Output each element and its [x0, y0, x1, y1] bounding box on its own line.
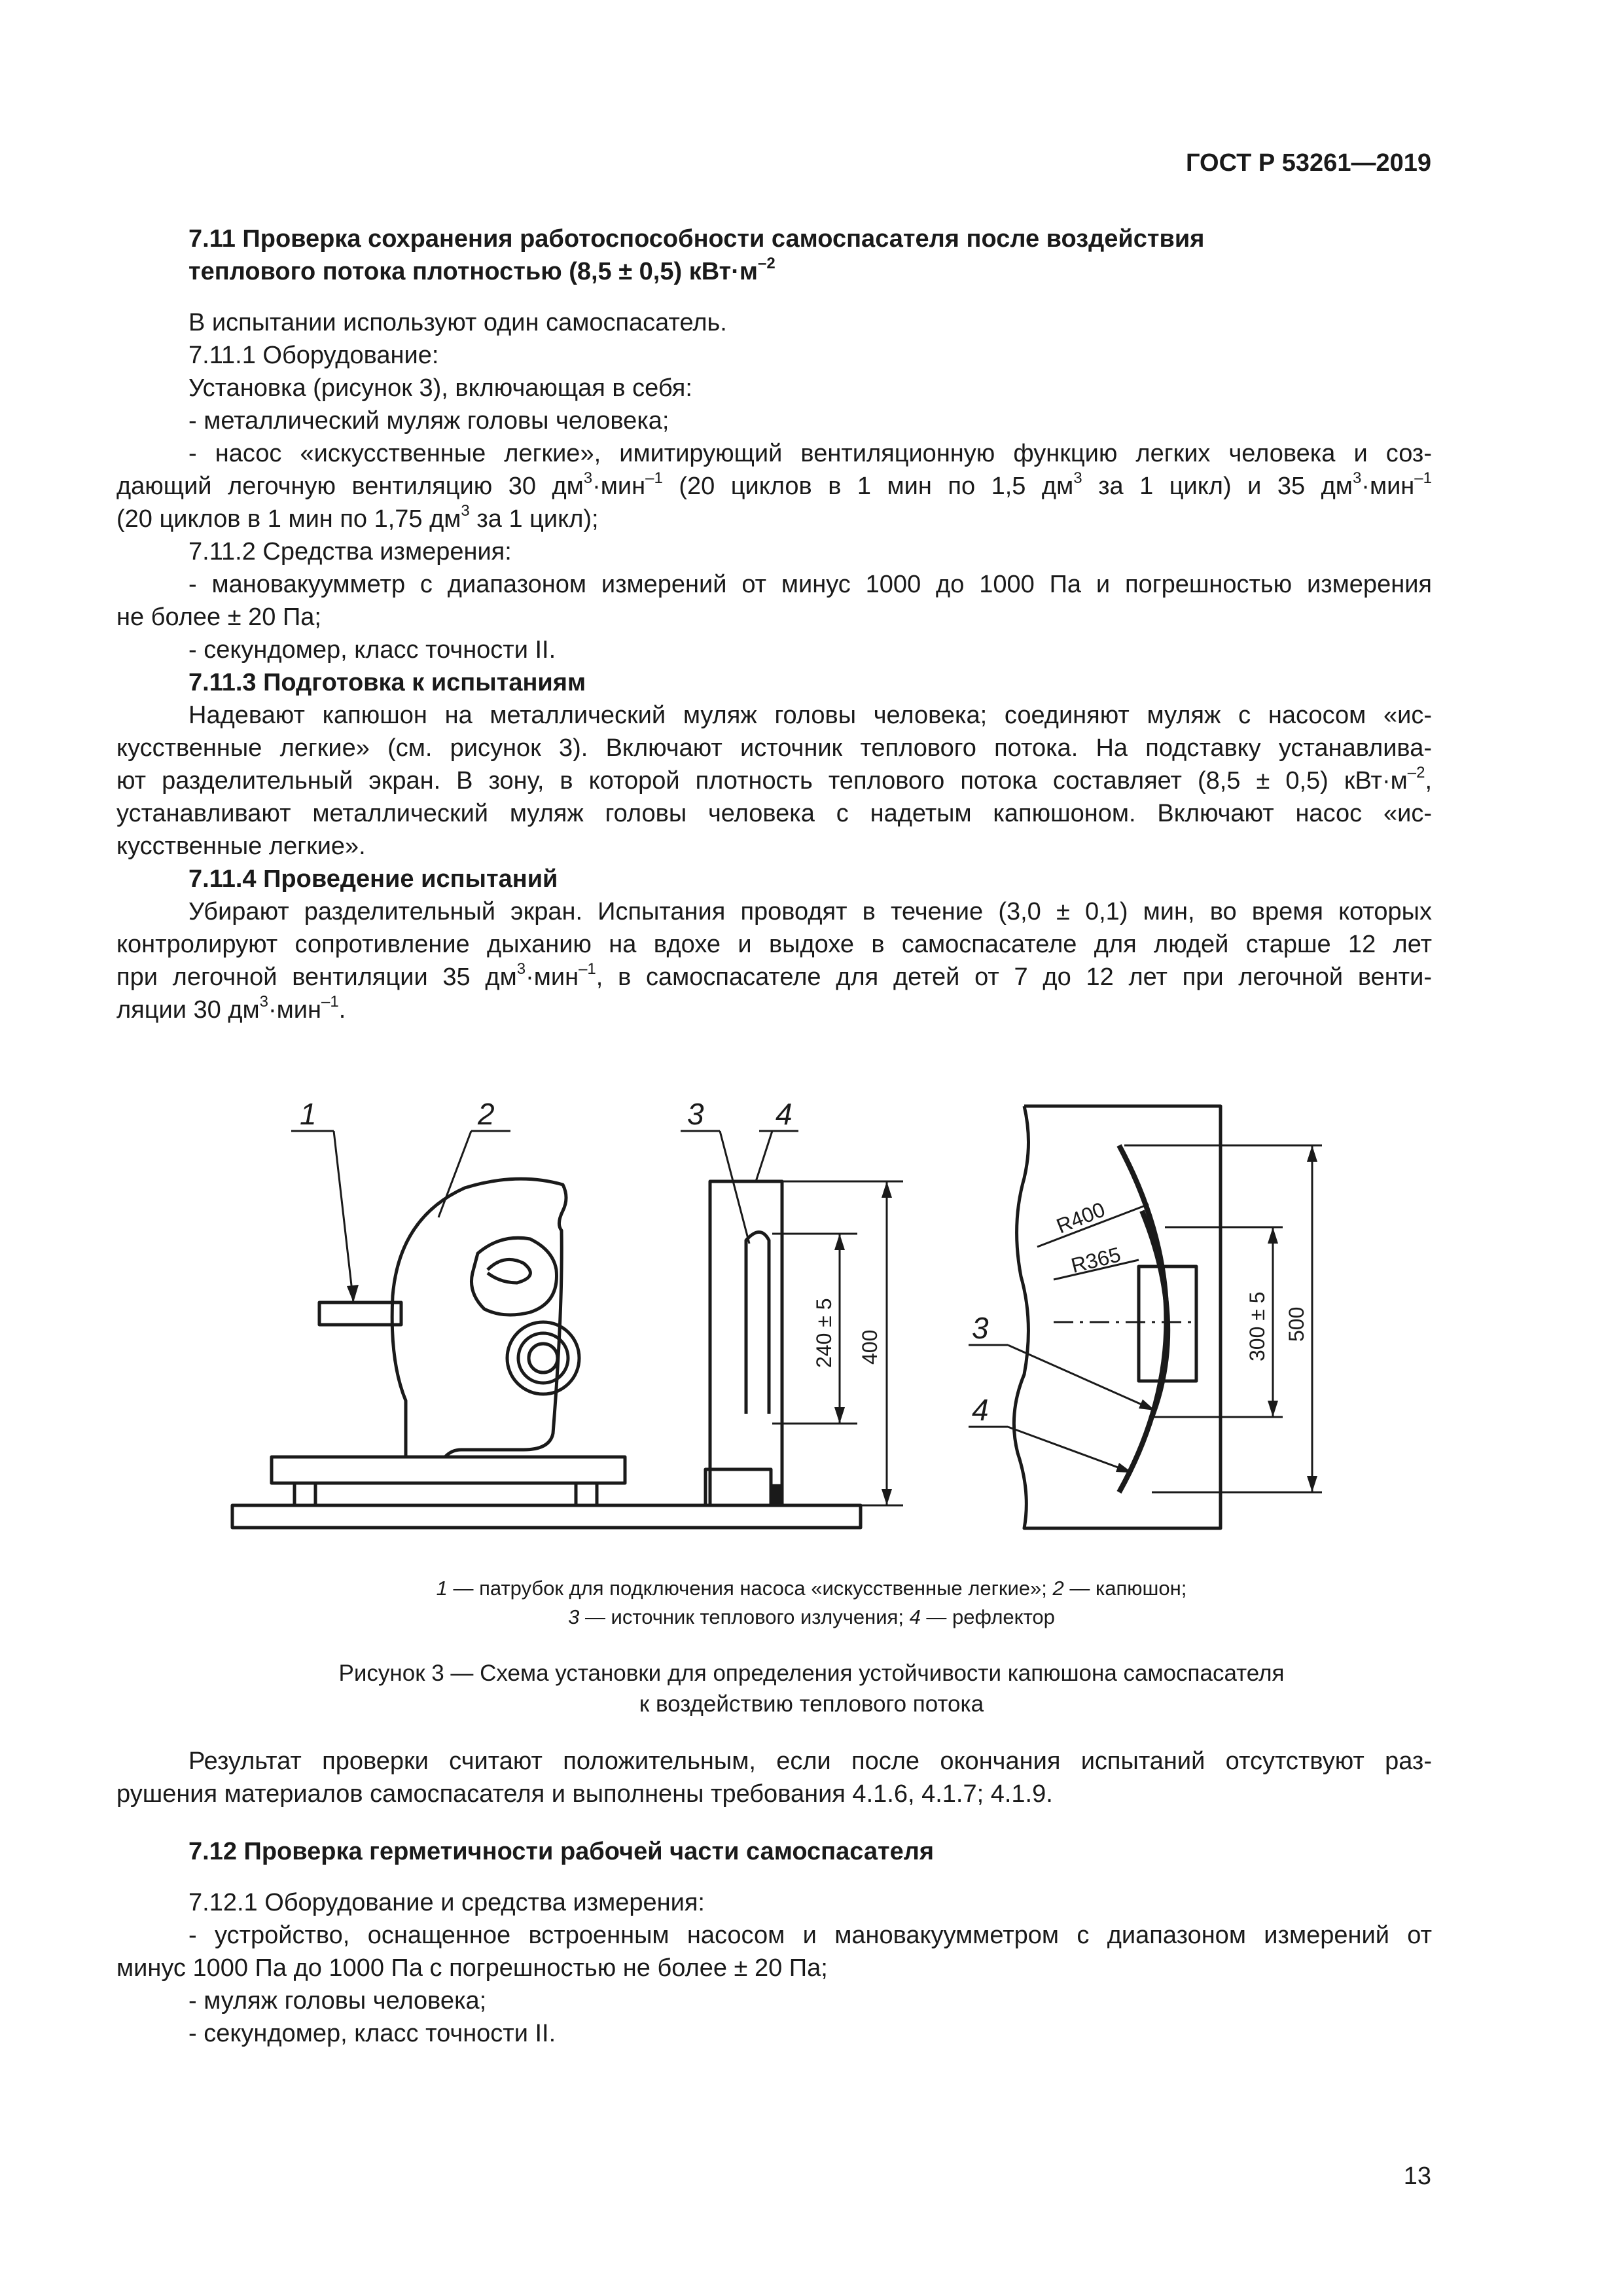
- intro-text: В испытании используют один самоспасатель.: [188, 309, 727, 336]
- test-line-2: контролируют сопротивление дыханию на вдохе и выдохе в самоспасателе для людей старше 12 лет: [116, 931, 1432, 958]
- callout-2: 2: [478, 1097, 495, 1131]
- section-7-12-item-1-line2: минус 1000 Па до 1000 Па с погрешностью не более ± 20 Па;: [116, 1954, 828, 1982]
- reflector-arc: [1119, 1145, 1167, 1492]
- section-7-12-item-1-line1: - устройство, оснащенное встроенным насосом и мановакуумметром с диапазоном измерений от: [188, 1922, 1432, 1949]
- callout-3-right: 3: [972, 1311, 989, 1345]
- page-number: 13: [1403, 2162, 1431, 2190]
- test-title: 7.11.4 Проведение испытаний: [188, 865, 558, 893]
- platform-leg-right: [576, 1483, 597, 1505]
- radius-365: R365: [1068, 1242, 1123, 1278]
- test-line-3: при легочной вентиляции 35 $дм^3\cdot мин^{-1}$, в самоспасателе для детей от 7 до 12 лет при легочной венти-: [116, 960, 1432, 991]
- equipment-item-2-line3: (20 циклов в 1 мин по 1,75 $дм^3$ за 1 цикл);: [116, 502, 599, 533]
- prep-line-2: кусственные легкие» (см. рисунок 3). Включают источник теплового потока. На подставку устанавлива-: [116, 734, 1432, 762]
- prep-title: 7.11.3 Подготовка к испытаниям: [188, 669, 586, 696]
- platform-leg-left: [294, 1483, 315, 1505]
- result-line-2: рушения материалов самоспасателя и выполнены требования 4.1.6, 4.1.7; 4.1.9.: [116, 1780, 1053, 1808]
- platform: [272, 1457, 625, 1483]
- section-heading-7-11-line2: теплового потока плотностью (8,5 ± 0,5) $кВт\cdot м^{-2}$: [188, 255, 776, 285]
- dim-400: 400: [858, 1329, 882, 1365]
- callout-4: 4: [776, 1097, 793, 1131]
- document-code: ГОСТ Р 53261—2019: [1186, 149, 1431, 177]
- stand-base: [705, 1469, 771, 1505]
- section-heading-7-12: 7.12 Проверка герметичности рабочей части самоспасателя: [188, 1838, 935, 1865]
- figure-3-diagram: [0, 1060, 1623, 1571]
- prep-line-4: устанавливают металлический муляж головы человека с надетым капюшоном. Включают насос «ис-: [116, 800, 1432, 827]
- equipment-intro: Установка (рисунок 3), включающая в себя:: [188, 374, 692, 402]
- dim-300: 300 ± 5: [1245, 1291, 1269, 1361]
- callout-3: 3: [687, 1097, 704, 1131]
- radius-400: R400: [1053, 1197, 1109, 1238]
- dim-500: 500: [1285, 1306, 1308, 1342]
- head-dummy: [392, 1179, 566, 1457]
- section-7-12-item-3: - секундомер, класс точности II.: [188, 2020, 556, 2047]
- equipment-title: 7.11.1 Оборудование:: [188, 342, 439, 369]
- filter-inner: [518, 1333, 568, 1383]
- prep-line-5: кусственные легкие».: [116, 833, 366, 860]
- mask-eyes: [488, 1259, 530, 1283]
- stand-base-foot: [771, 1486, 782, 1505]
- measure-item-1-line1: - мановакуумметр с диапазоном измерений от минус 1000 до 1000 Па и погрешностью измерения: [188, 571, 1432, 598]
- measure-item-1-line2: не более ± 20 Па;: [116, 603, 321, 631]
- section-7-12-item-2: - муляж головы человека;: [188, 1987, 487, 2015]
- prep-line-3: ют разделительный экран. В зону, в которой плотность теплового потока составляет (8,5 ± 0,5) $кВт\cdot м^{-2}$,: [116, 764, 1432, 795]
- section-heading-7-11-line1: 7.11 Проверка сохранения работоспособности самоспасателя после воздействия: [188, 225, 1205, 253]
- pump-tube: [319, 1302, 401, 1325]
- test-line-4: ляции 30 $дм^3\cdot мин^{-1}$.: [116, 993, 346, 1024]
- mask-face: [471, 1238, 556, 1315]
- filter-core: [529, 1344, 558, 1372]
- heat-source-arc: [1142, 1211, 1168, 1417]
- figure-legend-line2: 3 — источник теплового излучения; 4 — рефлектор: [568, 1605, 1055, 1628]
- equipment-item-1: - металлический муляж головы человека;: [188, 407, 669, 435]
- equipment-item-2-line1: - насос «искусственные легкие», имитирующий вентиляционную функцию легких человека и соз-: [188, 440, 1432, 467]
- equipment-item-2-line2: дающий легочную вентиляцию 30 $дм^3\cdot мин^{-1}$ (20 циклов в 1 мин по 1,5 $дм^3$ за 1 цикл) и 35 $дм^3\cdot мин^{-1}$: [116, 469, 1432, 500]
- panel-outline: [1014, 1106, 1221, 1528]
- heat-source-tube: [746, 1232, 769, 1414]
- figure-caption-line2: к воздействию теплового потока: [639, 1691, 984, 1717]
- section-7-12-equip-title: 7.12.1 Оборудование и средства измерения:: [188, 1889, 705, 1916]
- dim-240: 240 ± 5: [812, 1298, 836, 1368]
- prep-line-1: Надевают капюшон на металлический муляж головы человека; соединяют муляж с насосом «ис-: [188, 702, 1432, 729]
- base-plate: [232, 1505, 861, 1528]
- measure-title: 7.11.2 Средства измерения:: [188, 538, 512, 565]
- figure-caption-line1: Рисунок 3 — Схема установки для определения устойчивости капюшона самоспасателя: [338, 1660, 1285, 1686]
- measure-item-2: - секундомер, класс точности II.: [188, 636, 556, 664]
- callout-1: 1: [300, 1097, 317, 1131]
- result-line-1: Результат проверки считают положительным, если после окончания испытаний отсутствуют раз-: [188, 1748, 1432, 1775]
- callout-4-right: 4: [972, 1393, 989, 1427]
- test-line-1: Убирают разделительный экран. Испытания проводят в течение (3,0 ± 0,1) мин, во время которых: [188, 898, 1432, 925]
- figure-legend-line1: 1 — патрубок для подключения насоса «искусственные легкие»; 2 — капюшон;: [436, 1577, 1187, 1600]
